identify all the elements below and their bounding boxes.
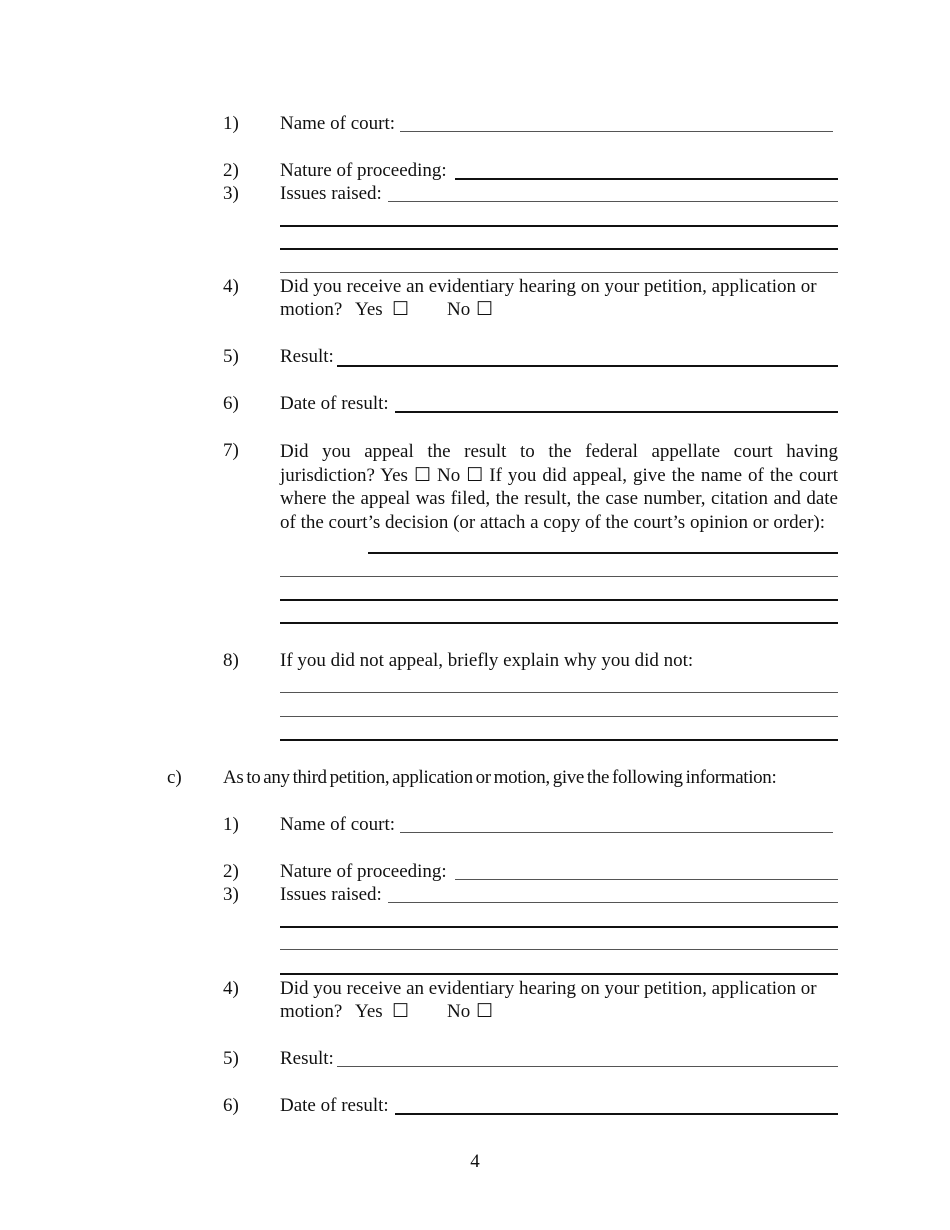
item-number: 1)	[223, 113, 239, 134]
item-number: 1)	[223, 814, 239, 835]
not-appeal-field[interactable]	[280, 739, 838, 741]
name-of-court-field[interactable]	[400, 131, 833, 132]
issues-raised-field[interactable]	[280, 926, 838, 928]
result-label: Result:	[280, 346, 334, 367]
date-of-result-field[interactable]	[395, 411, 838, 413]
appeal-details-field[interactable]	[280, 576, 838, 577]
item-number: 2)	[223, 861, 239, 882]
result-field[interactable]	[337, 1066, 838, 1067]
no-checkbox[interactable]: ☐	[476, 1001, 494, 1022]
no-label: No	[447, 1001, 471, 1022]
nature-of-proceeding-field[interactable]	[455, 879, 838, 880]
issues-raised-label: Issues raised:	[280, 183, 382, 204]
item-number: 6)	[223, 1095, 239, 1116]
item-number: 4)	[223, 276, 239, 297]
nature-of-proceeding-field[interactable]	[455, 178, 838, 180]
date-of-result-field[interactable]	[395, 1113, 838, 1115]
nature-of-proceeding-label: Nature of proceeding:	[280, 861, 447, 882]
hearing-question: Did you receive an evidentiary hearing on your petition, application or	[280, 276, 817, 297]
hearing-question: Did you receive an evidentiary hearing on your petition, application or	[280, 978, 817, 999]
issues-raised-field[interactable]	[388, 902, 838, 903]
appeal-question: Did you appeal the result to the federal appellate court having jurisdiction? Yes ☐ No ☐ If you did appeal, give the name of the court where the appeal was filed, the result, the case number, citation and date of the court’s decision (or attach a copy of the court’s opinion or order):	[280, 441, 839, 533]
issues-raised-field[interactable]	[280, 225, 838, 227]
section-c-heading: As to any third petition, application or motion, give the following information:	[223, 767, 777, 788]
item-number: 5)	[223, 1048, 239, 1069]
hearing-question-cont: motion?	[280, 299, 343, 320]
issues-raised-field[interactable]	[280, 949, 838, 950]
appeal-details-field[interactable]	[280, 599, 838, 601]
result-field[interactable]	[337, 365, 838, 367]
no-checkbox[interactable]: ☐	[476, 299, 494, 320]
issues-raised-field[interactable]	[280, 248, 838, 250]
item-number: 3)	[223, 884, 239, 905]
yes-label: Yes	[355, 299, 383, 320]
no-label: No	[447, 299, 471, 320]
item-number: 2)	[223, 160, 239, 181]
not-appeal-field[interactable]	[280, 692, 838, 693]
item-number: 5)	[223, 346, 239, 367]
item-number: 7)	[223, 440, 239, 461]
not-appeal-question: If you did not appeal, briefly explain why you did not:	[280, 650, 694, 671]
page-number: 4	[470, 1151, 480, 1172]
no-checkbox[interactable]: ☐	[466, 464, 484, 486]
appeal-details-field[interactable]	[280, 622, 838, 624]
not-appeal-field[interactable]	[280, 716, 838, 717]
name-of-court-field[interactable]	[400, 832, 833, 833]
yes-checkbox[interactable]: ☐	[392, 299, 410, 320]
item-number: 3)	[223, 183, 239, 204]
yes-label: Yes	[355, 1001, 383, 1022]
date-of-result-label: Date of result:	[280, 393, 389, 414]
nature-of-proceeding-label: Nature of proceeding:	[280, 160, 447, 181]
issues-raised-label: Issues raised:	[280, 884, 382, 905]
yes-checkbox[interactable]: ☐	[392, 1001, 410, 1022]
item-number: 4)	[223, 978, 239, 999]
result-label: Result:	[280, 1048, 334, 1069]
item-number: 6)	[223, 393, 239, 414]
date-of-result-label: Date of result:	[280, 1095, 389, 1116]
issues-raised-field[interactable]	[280, 973, 838, 975]
name-of-court-label: Name of court:	[280, 814, 396, 835]
section-letter: c)	[167, 767, 182, 788]
issues-raised-field[interactable]	[280, 272, 838, 273]
item-number: 8)	[223, 650, 239, 671]
yes-checkbox[interactable]: ☐	[413, 464, 431, 486]
hearing-question-cont: motion?	[280, 1001, 343, 1022]
appeal-details-field[interactable]	[368, 552, 838, 554]
name-of-court-label: Name of court:	[280, 113, 396, 134]
issues-raised-field[interactable]	[388, 201, 838, 202]
